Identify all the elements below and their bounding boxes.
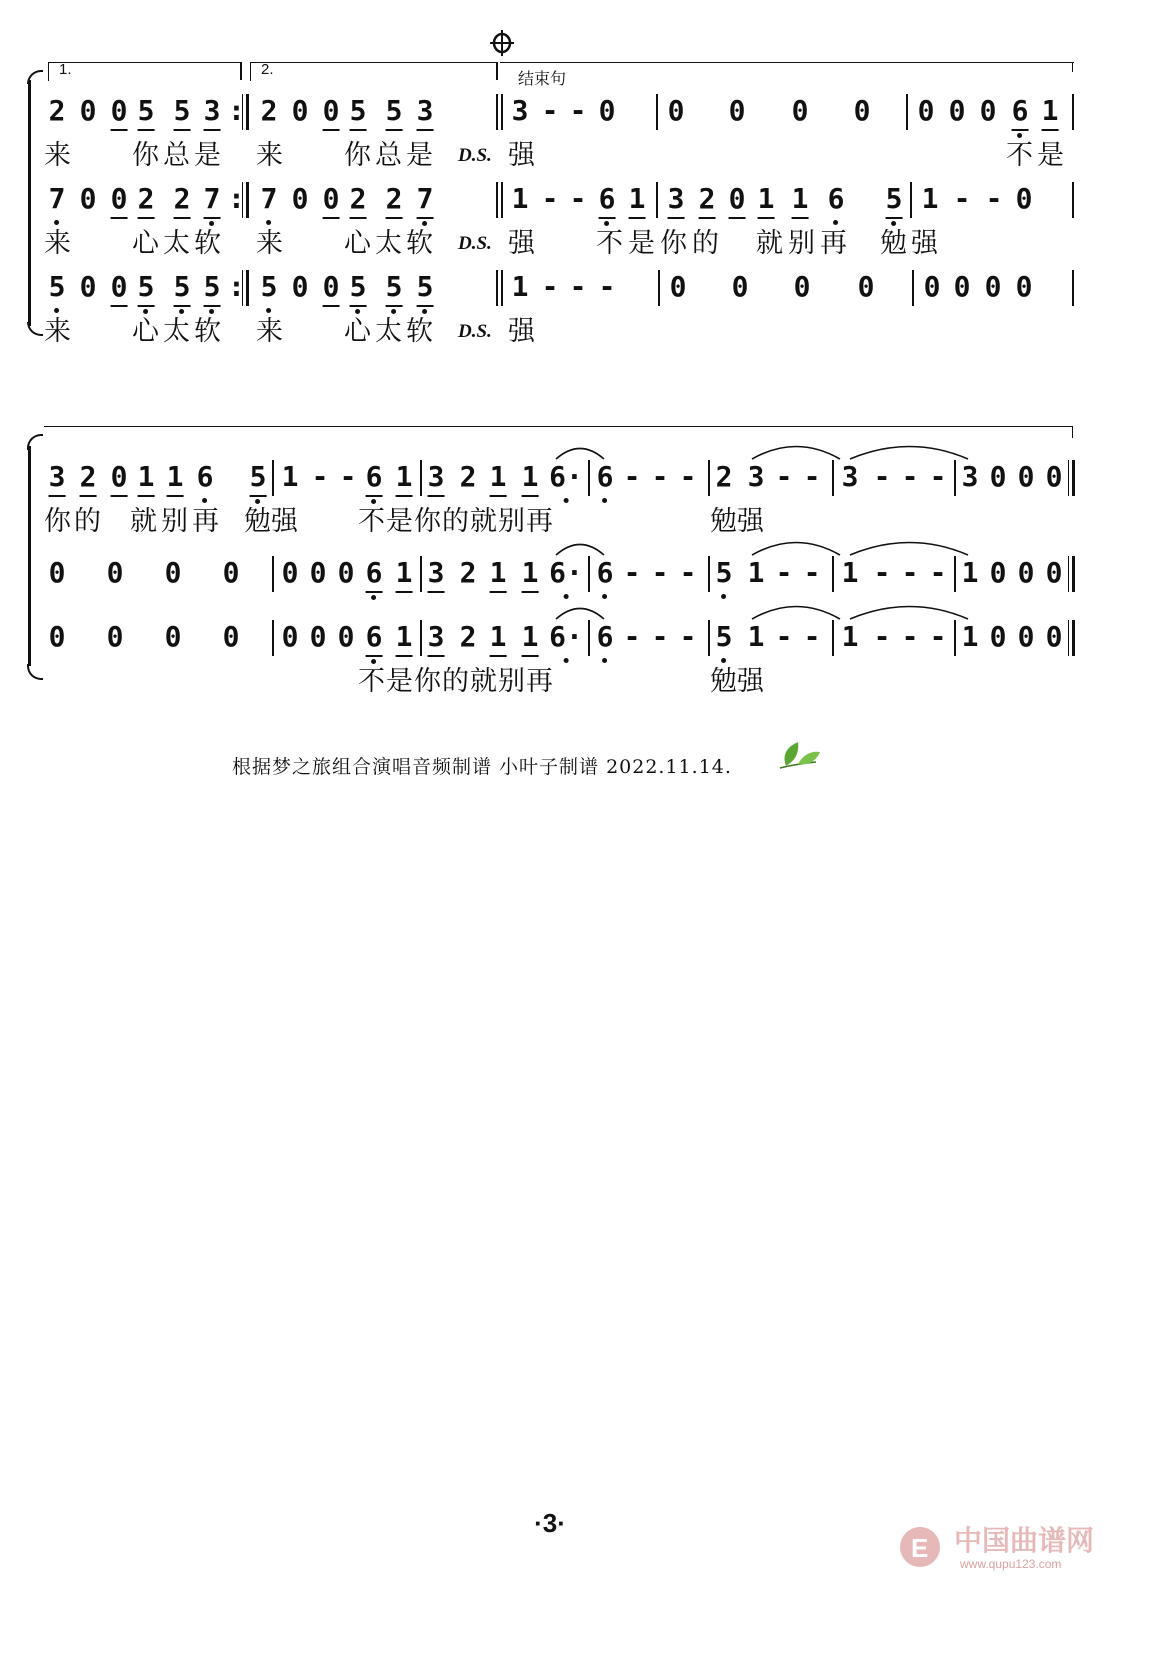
note: 6·	[549, 556, 583, 589]
barline	[708, 556, 710, 592]
note: -	[873, 620, 891, 653]
note: 5	[260, 270, 278, 303]
note: 1	[1042, 94, 1059, 131]
barline	[906, 94, 908, 130]
note: 1	[747, 620, 765, 653]
lyric: 勉强	[710, 666, 764, 697]
note: -	[311, 460, 329, 493]
barline	[708, 460, 710, 496]
note: 1	[961, 620, 979, 653]
barline	[420, 556, 422, 592]
note: 0	[857, 270, 875, 303]
lyric: 心太软	[344, 316, 437, 347]
note: -	[803, 556, 821, 589]
note: -	[541, 94, 559, 127]
note: -	[679, 556, 697, 589]
note: 0	[323, 270, 340, 307]
note: 6	[1012, 94, 1029, 131]
system2-voice2	[0, 556, 1157, 596]
ds-marking: D.S.	[458, 145, 492, 166]
note: 5	[138, 270, 155, 307]
note: 0	[281, 620, 299, 653]
note: 0	[953, 270, 971, 303]
note: 3	[204, 94, 221, 131]
note: 1	[490, 620, 507, 657]
note: -	[775, 460, 793, 493]
note: 5	[174, 94, 191, 131]
note: 3	[428, 460, 445, 497]
note: 1	[522, 556, 539, 593]
note: -	[569, 270, 587, 303]
credit-text: 根据梦之旅组合演唱音频制谱 小叶子制谱 2022.11.14.	[232, 756, 732, 778]
note: -	[775, 556, 793, 589]
barline	[496, 94, 498, 130]
barline	[420, 620, 422, 656]
note: 0	[164, 620, 182, 653]
note: 0	[728, 94, 746, 127]
note: 5	[174, 270, 191, 307]
note: 3	[49, 460, 66, 497]
note: -	[985, 182, 1003, 215]
note: -	[679, 460, 697, 493]
note: 0	[989, 620, 1007, 653]
note: -	[651, 620, 669, 653]
barline	[501, 182, 503, 218]
barline	[501, 94, 503, 130]
note: 7	[48, 182, 66, 215]
note: -	[569, 94, 587, 127]
note: 0	[791, 94, 809, 127]
note: 1	[841, 620, 859, 653]
lyric: 不是你的就别再	[358, 506, 554, 537]
lyric: 来	[256, 228, 283, 259]
note: -	[651, 460, 669, 493]
note: -	[901, 620, 919, 653]
note: -	[803, 460, 821, 493]
svg-text:E: E	[911, 1533, 929, 1563]
note: 0	[106, 556, 124, 589]
note: 3	[668, 182, 685, 219]
note: 0	[1015, 182, 1033, 215]
note: 3	[511, 94, 529, 127]
note: 0	[291, 94, 309, 127]
barline	[832, 556, 834, 592]
note: 2	[459, 460, 477, 493]
barline	[954, 620, 956, 656]
note: -	[598, 270, 616, 303]
lyric: 来	[256, 316, 283, 347]
note: 0	[1015, 270, 1033, 303]
note: 0	[111, 182, 128, 219]
lyric: 来	[44, 228, 71, 259]
note: -	[803, 620, 821, 653]
note: 0	[337, 556, 355, 589]
lyric: 不是你的	[596, 228, 724, 259]
lyric: 勉强	[880, 228, 942, 259]
note: 0	[111, 460, 128, 497]
barline	[588, 620, 590, 656]
note: 6	[827, 182, 845, 215]
note: 6	[596, 556, 614, 589]
system1-voice2	[0, 182, 1157, 222]
watermark-url: www.qupu123.com	[960, 1557, 1062, 1571]
note: 1	[490, 460, 507, 497]
note: 5	[715, 556, 733, 589]
barline	[1072, 182, 1074, 218]
barline	[420, 460, 422, 496]
note: 5	[386, 270, 403, 307]
note: 1	[522, 460, 539, 497]
note: 7	[204, 182, 221, 219]
lyric: 来	[256, 140, 283, 171]
note: 2	[174, 182, 191, 219]
note: 1	[961, 556, 979, 589]
note: -	[901, 556, 919, 589]
note: -	[541, 270, 559, 303]
barline	[832, 460, 834, 496]
barline	[272, 556, 274, 592]
note: 0	[222, 556, 240, 589]
note: -	[541, 182, 559, 215]
note: 2	[138, 182, 155, 219]
barline	[1068, 460, 1075, 496]
barline	[242, 270, 249, 306]
note: 3	[428, 620, 445, 657]
lyric: 心太软	[132, 228, 225, 259]
barline	[656, 94, 658, 130]
note: 5	[350, 94, 367, 131]
note: 0	[79, 94, 97, 127]
note: :	[228, 94, 245, 127]
note: 1	[490, 556, 507, 593]
note: 0	[1017, 460, 1035, 493]
note: 3	[428, 556, 445, 593]
note: 0	[48, 620, 66, 653]
note: 0	[731, 270, 749, 303]
note: 0	[989, 460, 1007, 493]
barline	[832, 620, 834, 656]
note: 5	[715, 620, 733, 653]
note: 1	[281, 460, 299, 493]
ending-label: 结束句	[518, 71, 567, 88]
barline	[242, 182, 249, 218]
system1-voice1	[0, 94, 1157, 134]
note: 0	[1017, 620, 1035, 653]
note: 5	[138, 94, 155, 131]
note: 1	[522, 620, 539, 657]
watermark	[898, 1515, 1138, 1575]
note: 2	[459, 620, 477, 653]
note: 0	[222, 620, 240, 653]
note: -	[775, 620, 793, 653]
note: 6·	[549, 620, 583, 653]
note: 0	[598, 94, 616, 127]
note: -	[873, 556, 891, 589]
note: 0	[291, 270, 309, 303]
note: 2	[48, 94, 66, 127]
note: 7	[260, 182, 278, 215]
note: 5	[250, 460, 267, 497]
barline	[272, 620, 274, 656]
note: 6	[596, 620, 614, 653]
note: 1	[629, 182, 646, 219]
note: 0	[309, 620, 327, 653]
note: 5	[350, 270, 367, 307]
barline	[496, 182, 498, 218]
note: 2	[350, 182, 367, 219]
volta-2-label: 2.	[261, 61, 274, 78]
volta-2	[250, 62, 497, 81]
note: -	[929, 556, 947, 589]
note: 0	[106, 620, 124, 653]
lyric: 心太软	[344, 228, 437, 259]
note: 2	[260, 94, 278, 127]
note: 0	[923, 270, 941, 303]
note: 5	[48, 270, 66, 303]
note: 3	[961, 460, 979, 493]
note: 1	[511, 270, 529, 303]
note: 0	[669, 270, 687, 303]
note: -	[651, 556, 669, 589]
leaf-icon	[776, 738, 822, 772]
barline	[910, 182, 912, 218]
note: 1	[841, 556, 859, 589]
volta-1-label: 1.	[59, 61, 72, 78]
note: 2	[699, 182, 716, 219]
note: 1	[396, 556, 413, 593]
note: -	[679, 620, 697, 653]
note: 0	[111, 270, 128, 307]
note: 6	[366, 556, 383, 593]
lyric: 不是你的就别再	[358, 666, 554, 697]
note: 5	[417, 270, 434, 307]
system2-top-line	[44, 426, 1072, 427]
note: 0	[917, 94, 935, 127]
note: 0	[984, 270, 1002, 303]
watermark-name: 中国曲谱网	[954, 1524, 1095, 1557]
note: 6	[366, 460, 383, 497]
lyric: 勉强	[244, 506, 298, 537]
note: 0	[989, 556, 1007, 589]
note: -	[929, 460, 947, 493]
note: 7	[417, 182, 434, 219]
note: 0	[853, 94, 871, 127]
barline	[1068, 620, 1075, 656]
barline	[912, 270, 914, 306]
note: 0	[79, 270, 97, 303]
note: 6	[599, 182, 616, 219]
lyric: 强	[508, 140, 535, 171]
note: 6·	[549, 460, 583, 493]
barline	[658, 270, 660, 306]
note: 0	[667, 94, 685, 127]
note: 0	[323, 94, 340, 131]
note: -	[623, 620, 641, 653]
note: -	[623, 460, 641, 493]
note: 1	[167, 460, 184, 497]
barline	[954, 460, 956, 496]
note: 6	[596, 460, 614, 493]
lyric: 不是	[1006, 140, 1068, 171]
lyric: 你的	[44, 506, 104, 537]
note: 0	[1045, 556, 1063, 589]
note: 6	[366, 620, 383, 657]
barline	[588, 556, 590, 592]
lyric: 你总是	[344, 140, 437, 171]
note: 1	[396, 460, 413, 497]
note: 0	[164, 556, 182, 589]
lyric: 就别再	[130, 506, 223, 537]
note: 0	[323, 182, 340, 219]
note: 0	[793, 270, 811, 303]
note: 0	[291, 182, 309, 215]
barline	[496, 270, 498, 306]
lyric: 来	[44, 316, 71, 347]
lyric: 来	[44, 140, 71, 171]
page-number: ·3·	[534, 1508, 566, 1538]
lyric: 心太软	[132, 316, 225, 347]
system1-top-line	[500, 62, 1074, 63]
note: 2	[459, 556, 477, 589]
note: -	[929, 620, 947, 653]
barline	[656, 182, 658, 218]
barline	[1072, 270, 1074, 306]
note: 0	[309, 556, 327, 589]
note: -	[339, 460, 357, 493]
note: 1	[138, 460, 155, 497]
note: 0	[729, 182, 746, 219]
barline	[501, 270, 503, 306]
barline	[708, 620, 710, 656]
barline	[272, 460, 274, 496]
note: 0	[79, 182, 97, 215]
note: -	[873, 460, 891, 493]
volta-1	[48, 62, 241, 81]
note: 1	[758, 182, 775, 219]
coda-icon	[489, 30, 515, 56]
note: 0	[948, 94, 966, 127]
barline	[954, 556, 956, 592]
note: 1	[396, 620, 413, 657]
note: :	[228, 270, 245, 303]
note: 6	[196, 460, 214, 493]
note: 1	[921, 182, 939, 215]
lyric: 强	[508, 228, 535, 259]
lyric: 强	[508, 316, 535, 347]
note: 5	[204, 270, 221, 307]
lyric: 就别再	[756, 228, 852, 259]
note: 1	[747, 556, 765, 589]
note: 5	[386, 94, 403, 131]
ds-marking: D.S.	[458, 321, 492, 342]
note: 0	[337, 620, 355, 653]
note: 0	[1017, 556, 1035, 589]
note: -	[901, 460, 919, 493]
note: -	[953, 182, 971, 215]
note: -	[623, 556, 641, 589]
note: 1	[792, 182, 809, 219]
barline	[242, 94, 249, 130]
note: -	[569, 182, 587, 215]
note: 3	[417, 94, 434, 131]
note: 0	[1045, 460, 1063, 493]
note: 0	[979, 94, 997, 127]
barline	[588, 460, 590, 496]
lyric: 你总是	[132, 140, 225, 171]
note: 0	[48, 556, 66, 589]
lyric: 勉强	[710, 506, 764, 537]
note: 3	[841, 460, 859, 493]
note: :	[228, 182, 245, 215]
note: 0	[111, 94, 128, 131]
note: 2	[80, 460, 97, 497]
note: 5	[886, 182, 903, 219]
note: 0	[281, 556, 299, 589]
credit-line	[232, 752, 732, 779]
barline	[1068, 556, 1075, 592]
system2-voice1	[0, 460, 1157, 500]
note: 0	[1045, 620, 1063, 653]
note: 2	[715, 460, 733, 493]
note: 2	[386, 182, 403, 219]
ds-marking: D.S.	[458, 233, 492, 254]
note: 1	[511, 182, 529, 215]
barline	[1072, 94, 1074, 130]
system2-voice3	[0, 620, 1157, 660]
note: 3	[747, 460, 765, 493]
system1-voice3	[0, 270, 1157, 310]
